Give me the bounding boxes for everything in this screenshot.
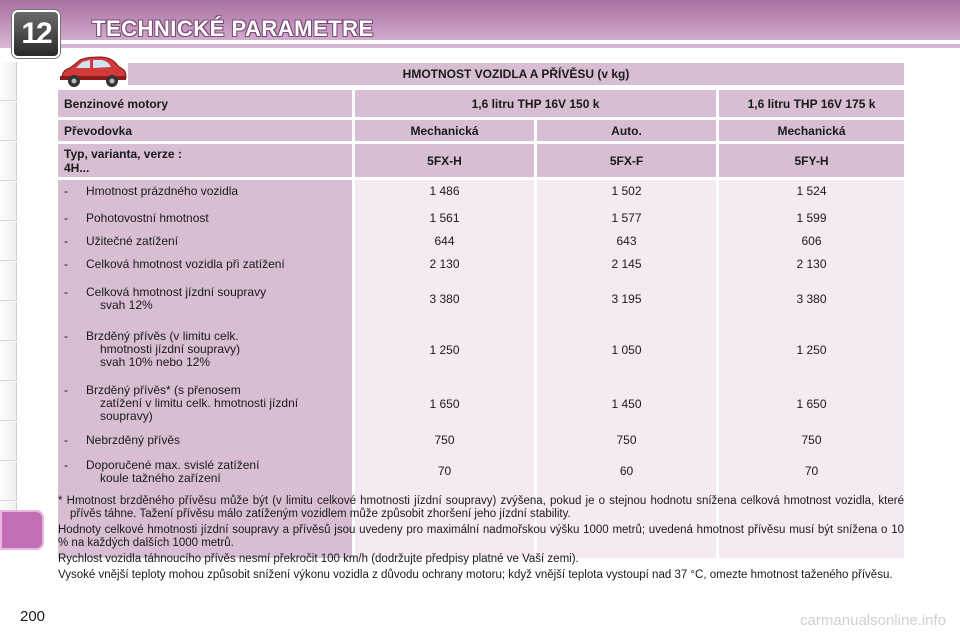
- chapter-tab[interactable]: [0, 462, 17, 501]
- table-cell: 750: [801, 433, 822, 447]
- notes: [58, 495, 904, 585]
- label-text: Doporučené max. svislé zatížení: [86, 458, 260, 472]
- label-text: svah 10% nebo 12%: [100, 355, 211, 369]
- table-cell: 750: [434, 433, 455, 447]
- label-text: Nebrzděný přívěs: [86, 433, 181, 447]
- table-cell: 1 486: [429, 184, 460, 198]
- chapter-tab[interactable]: [0, 62, 17, 101]
- table-cell: 1 561: [429, 211, 460, 225]
- chapter-tab[interactable]: [0, 422, 17, 461]
- gearbox-value: Mechanická: [355, 120, 534, 141]
- chapter-number: 12: [21, 17, 51, 50]
- chapter-tab[interactable]: [0, 302, 17, 341]
- label-text: hmotnosti jízdní soupravy): [100, 342, 241, 356]
- page-title: TECHNICKÉ PARAMETRE: [92, 16, 374, 41]
- table-row-label: - Celková hmotnost jízdní soupravy svah 12%: [64, 285, 267, 312]
- chapter-tab[interactable]: [0, 262, 17, 301]
- table-cell: 643: [616, 234, 637, 248]
- table-row-label: - Hmotnost prázdného vozidla: [64, 184, 239, 198]
- label-text: Celková hmotnost jízdní soupravy: [86, 285, 267, 299]
- gearbox-label: Převodovka: [58, 120, 352, 141]
- table-row-label: - Brzděný přívěs (v limitu celk. hmotnosti jízdní soupravy) svah 10% nebo 12%: [64, 329, 241, 369]
- chapter-tab-active[interactable]: [0, 510, 44, 550]
- table-cell: 2 130: [429, 257, 460, 271]
- table-row-label: - Doporučené max. svislé zatížení koule tažného zařízení: [64, 458, 260, 485]
- chapter-badge-icon: [12, 10, 60, 58]
- chapter-tab[interactable]: [0, 142, 17, 181]
- table-cell: 60: [619, 464, 634, 478]
- table-title: HMOTNOST VOZIDLA A PŘÍVĚSU (v kg): [128, 63, 904, 85]
- chapter-tab[interactable]: [0, 222, 17, 261]
- label-text: Brzděný přívěs (v limitu celk.: [86, 329, 239, 343]
- table-cell: 1 599: [796, 211, 827, 225]
- type-value: 5FX-F: [537, 144, 716, 177]
- engine-b: 1,6 litru THP 16V 175 k: [719, 90, 904, 117]
- table-cell: 1 450: [611, 397, 642, 411]
- gearbox-value: Auto.: [537, 120, 716, 141]
- watermark: carmanualsonline.info: [800, 612, 946, 629]
- label-text: zatížení v limitu celk. hmotnosti jízdní: [100, 396, 299, 410]
- table-row-label: - Celková hmotnost vozidla při zatížení: [64, 257, 285, 271]
- chapter-tab[interactable]: [0, 182, 17, 221]
- chapter-tabs: [0, 48, 18, 568]
- table-cell: 2 130: [796, 257, 827, 271]
- note-paragraph: Rychlost vozidla táhnoucího přívěs nesmí překročit 100 km/h (dodržujte předpisy platné ve Vaší zemi).: [58, 553, 579, 565]
- car-icon: [56, 54, 128, 88]
- type-label-line: Typ, varianta, verze :: [64, 146, 182, 161]
- label-text: svah 12%: [100, 298, 153, 312]
- type-label: [58, 144, 352, 177]
- type-value: 5FX-H: [355, 144, 534, 177]
- type-row: [58, 144, 904, 177]
- table-cell: 3 380: [796, 292, 827, 306]
- chapter-tab[interactable]: [0, 342, 17, 381]
- table-cell: 1 250: [796, 343, 827, 357]
- label-text: Užitečné zatížení: [86, 234, 179, 248]
- label-text: Pohotovostní hmotnost: [86, 211, 209, 225]
- chapter-tab[interactable]: [0, 382, 17, 421]
- chapter-tab[interactable]: [0, 102, 17, 141]
- table-row-label: - Brzděný přívěs* (s přenosem zatížení v limitu celk. hmotnosti jízdní soupravy): [64, 383, 299, 423]
- page-number: 200: [20, 608, 46, 625]
- note-paragraph: Vysoké vnější teploty mohou způsobit snížení výkonu vozidla z důvodu ochrany motoru; když vnější teplota vystoupí nad 37 °C, omezte hmotnost taženého přívěsu.: [58, 569, 893, 581]
- label-text: Hmotnost prázdného vozidla: [86, 184, 239, 198]
- gearbox-row: [58, 120, 904, 141]
- table-cell: 1 250: [429, 343, 460, 357]
- label-text: Brzděný přívěs* (s přenosem: [86, 383, 241, 397]
- table-cell: 2 145: [611, 257, 642, 271]
- table-cell: 3 380: [429, 292, 460, 306]
- gearbox-value: Mechanická: [719, 120, 904, 141]
- table-cell: 1 650: [796, 397, 827, 411]
- table-cell: 1 502: [611, 184, 642, 198]
- table-cell: 644: [434, 234, 455, 248]
- engine-label: Benzinové motory: [58, 90, 352, 117]
- table-row-label: - Užitečné zatížení: [64, 234, 179, 248]
- table-row-label: - Nebrzděný přívěs: [64, 433, 181, 447]
- engine-row: [58, 90, 904, 117]
- footnote: * Hmotnost brzděného přívěsu může být (v limitu celkové hmotnosti jízdní soupravy) zvýšena, pokud je o stejnou hodnotu sníženа celková hmotnost vozidla, které přívěs táhne. Tažení přívěsu málo zatíženým vozidlem může způsobit zhoršení jeho jízdní stability.: [58, 495, 904, 520]
- type-label-line: 4H...: [64, 160, 90, 175]
- table-cell: 1 524: [796, 184, 827, 198]
- table-cell: 3 195: [611, 292, 642, 306]
- label-text: soupravy): [100, 409, 153, 423]
- table-cell: 606: [801, 234, 822, 248]
- table-cell: 1 650: [429, 397, 460, 411]
- table-cell: 1 050: [611, 343, 642, 357]
- label-text: Celková hmotnost vozidla při zatížení: [86, 257, 285, 271]
- table-cell: 70: [804, 464, 819, 478]
- table-cell: 1 577: [611, 211, 642, 225]
- type-value: 5FY-H: [719, 144, 904, 177]
- engine-a: 1,6 litru THP 16V 150 k: [355, 90, 716, 117]
- note-paragraph: Hodnoty celkové hmotnosti jízdní soupravy a přívěsů jsou uvedeny pro maximální nadmořskou výšku 1000 metrů; uvedená hmotnost přívěsu musí být snížena o 10 % na každých dalších 1000 metrů.: [58, 524, 904, 549]
- table-row-label: - Pohotovostní hmotnost: [64, 211, 209, 225]
- table-cell: 70: [437, 464, 452, 478]
- label-text: koule tažného zařízení: [100, 471, 221, 485]
- table-cell: 750: [616, 433, 637, 447]
